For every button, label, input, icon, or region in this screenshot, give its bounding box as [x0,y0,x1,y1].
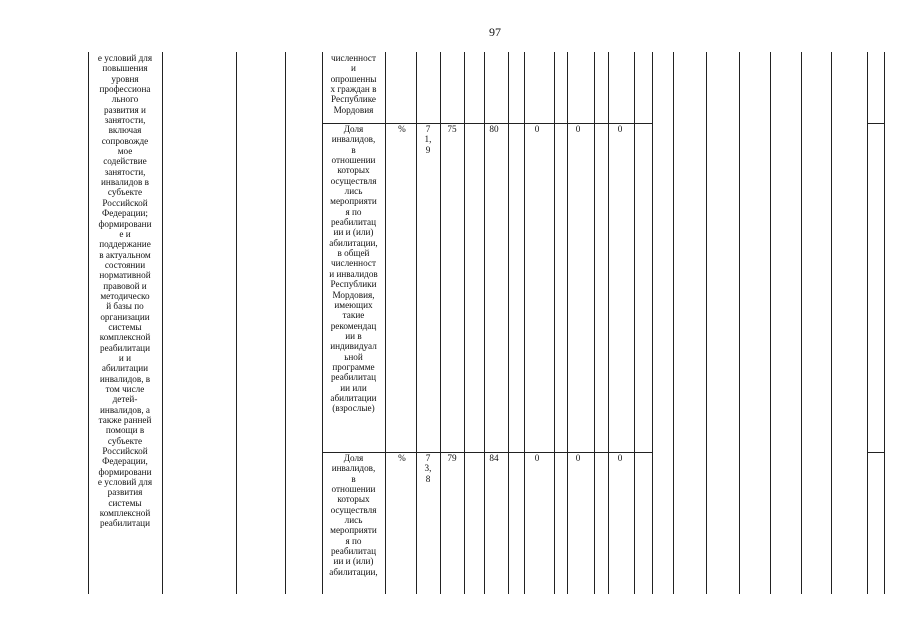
value-cell: 80 [489,124,499,134]
indicator-cell: численност и опрошенны х граждан в Республике Мордовия [330,53,377,115]
indicator-cell: Доля инвалидов, в отношении которых осуществля лись мероприяти я по реабилитац ии и (или) абилитации, в общей численност и инвалидов Республики Мордовия, имеющих такие рекомендац ии в индивидуал ьной программе реабилитац ии или абилитации (взрослые) [329,124,378,414]
value-cell: 84 [489,453,499,463]
value-cell: 0 [575,124,581,134]
value-cell: 0 [617,124,623,134]
value-cell: 79 [447,453,457,463]
unit-cell: % [398,124,406,134]
indicator-cell: Доля инвалидов, в отношении которых осуществля лись мероприяти я по реабилитац ии и (или) абилитации, [329,453,378,577]
page-number: 97 [489,25,501,39]
value-cell: 7 1, 9 [424,124,432,155]
unit-cell: % [398,453,406,463]
value-cell: 0 [617,453,623,463]
task-description-cell: е условий для повышения уровня профессиона льного развития и занятости, включая сопровожде мое содействие занятости, инвалидов в субъекте Российской Федерации; формировани е и поддержание в актуальном состоянии нормативной правовой и методическо й базы по организации системы комплексной реабилитаци и и абилитации инвалидов, в том числе детей- инвалидов, а также ранней помощи в субъекте Российской Федерации, формировани е условий для развития системы комплексной реабилитаци [97,53,153,529]
value-cell: 0 [534,453,540,463]
value-cell: 75 [447,124,457,134]
value-cell: 0 [575,453,581,463]
value-cell: 0 [534,124,540,134]
value-cell: 7 3, 8 [424,453,432,484]
